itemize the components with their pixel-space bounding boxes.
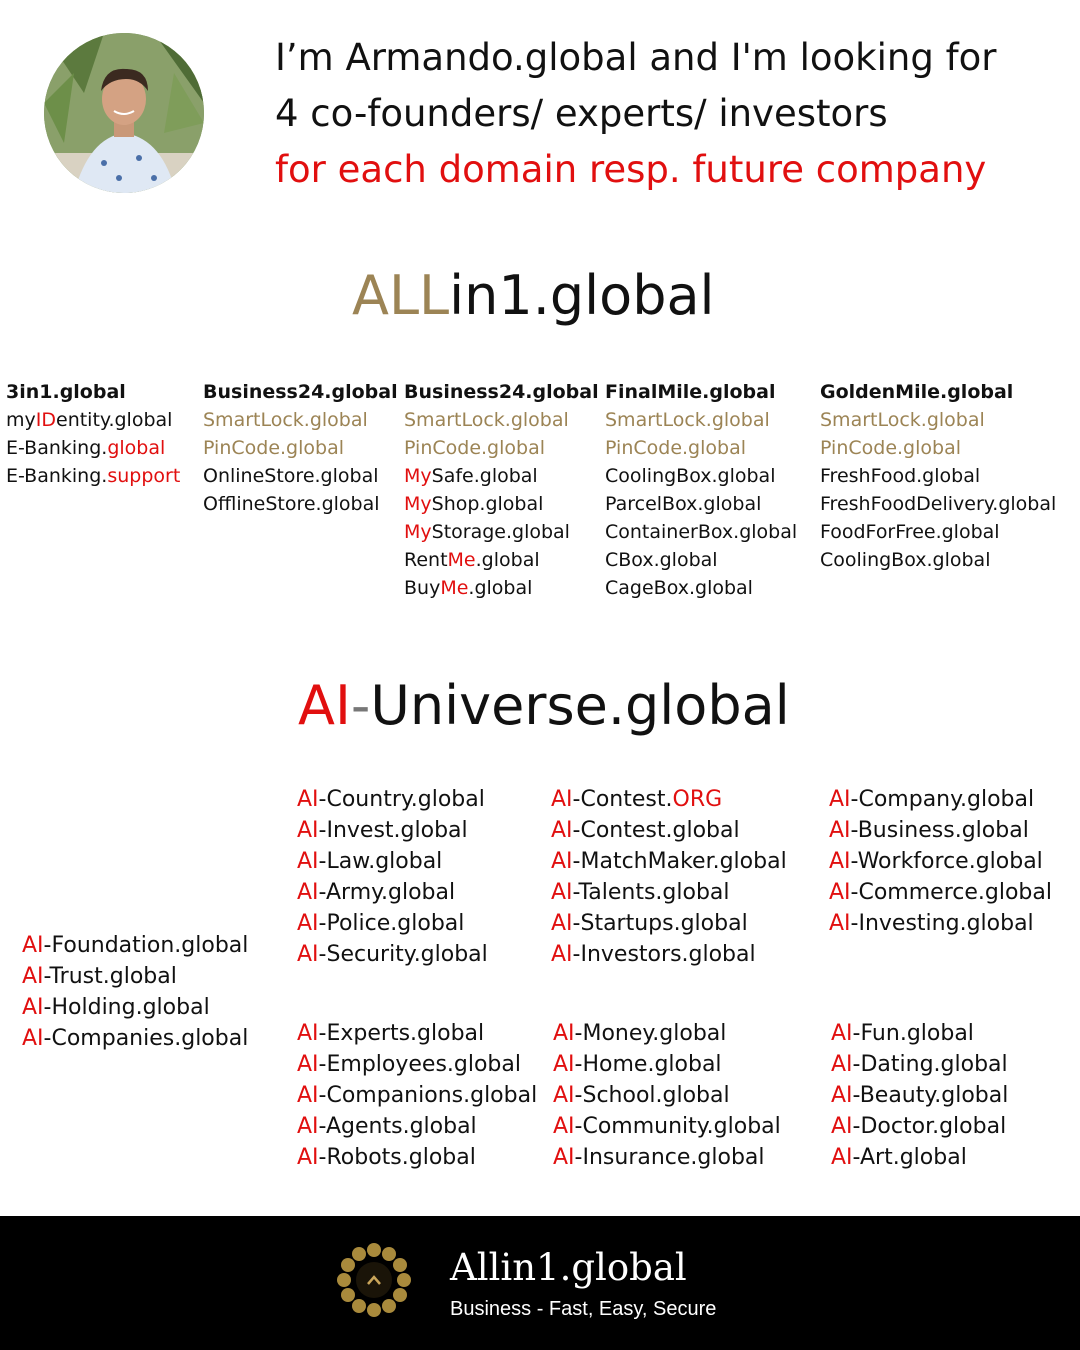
domain-item-part: CageBox.global (605, 577, 753, 599)
column-heading: GoldenMile.global (820, 381, 1014, 403)
ai-prefix: AI (553, 1114, 575, 1139)
ai-domain-name: -Contest.global (572, 818, 740, 843)
ai-domain-name: -Law.global (318, 849, 443, 874)
ai-domain-name: -Investing.global (850, 911, 1034, 936)
ai-domain-name: -Commerce.global (850, 880, 1052, 905)
ai-domain-item (551, 815, 787, 846)
ai-domain-name: -Insurance.global (574, 1145, 765, 1170)
domain-item-part: PinCode.global (404, 437, 545, 459)
ai-domain-name: -School.global (574, 1083, 730, 1108)
ai-prefix: AI (22, 1026, 44, 1051)
ai-domain-item (22, 961, 248, 992)
ai-domain-name: -Foundation.global (43, 933, 249, 958)
domain-item (820, 406, 1056, 434)
ai-domain-item (551, 939, 787, 970)
ai-prefix: AI (829, 911, 851, 936)
ai-domain-name: -Home.global (574, 1052, 722, 1077)
intro-line-3: for each domain resp. future company (275, 148, 987, 191)
footer-brand-name: Allin1.global (450, 1246, 687, 1289)
ai-domain-item (553, 1142, 781, 1173)
domain-item (404, 434, 599, 462)
domain-item-part: PinCode.global (605, 437, 746, 459)
ai-prefix: AI (551, 942, 573, 967)
ai-domain-item (297, 877, 488, 908)
ai-universe-title-rest: Universe.global (370, 674, 790, 737)
allin1-title-prefix: ALL (352, 264, 450, 327)
domain-item (820, 490, 1056, 518)
domain-item (404, 462, 599, 490)
ai-domain-item (831, 1018, 1008, 1049)
ai-domain-item (831, 1142, 1008, 1173)
domain-item-part: My (404, 465, 432, 487)
ai-domain-name: -Contest. (572, 787, 673, 812)
ai-list (829, 784, 1052, 939)
ai-domain-item (553, 1049, 781, 1080)
ai-prefix: AI (831, 1083, 853, 1108)
ai-domain-item (551, 846, 787, 877)
domain-column (203, 378, 398, 518)
domain-item-part: PinCode.global (203, 437, 344, 459)
domain-item-part: SmartLock.global (203, 409, 368, 431)
ai-domain-item (297, 784, 488, 815)
domain-item-part: Me (440, 577, 469, 599)
domain-item (820, 462, 1056, 490)
domain-item (203, 406, 398, 434)
ai-domain-item (551, 877, 787, 908)
ai-prefix: AI (831, 1145, 853, 1170)
ai-domain-name: -Police.global (318, 911, 465, 936)
ai-domain-name: -Agents.global (318, 1114, 477, 1139)
domain-item-part: .global (468, 577, 533, 599)
domain-item-part: CBox.global (605, 549, 718, 571)
ai-prefix: AI (297, 942, 319, 967)
domain-item-part: SmartLock.global (820, 409, 985, 431)
domain-item (404, 546, 599, 574)
domain-item-part: ID (35, 409, 56, 431)
ai-prefix: AI (297, 1021, 319, 1046)
ai-domain-name: -Dating.global (852, 1052, 1008, 1077)
domain-item-part: CoolingBox.global (820, 549, 991, 571)
domain-item-part: E-Banking. (6, 465, 108, 487)
ai-prefix: AI (297, 1145, 319, 1170)
domain-item-part: Buy (404, 577, 441, 599)
domain-item (820, 434, 1056, 462)
ai-domain-name: -Invest.global (318, 818, 468, 843)
profile-photo (44, 33, 204, 193)
domain-item (605, 518, 797, 546)
domain-item-part: PinCode.global (820, 437, 961, 459)
domain-item-part: ContainerBox.global (605, 521, 798, 543)
ai-universe-title (298, 674, 790, 737)
ai-prefix: AI (553, 1083, 575, 1108)
domain-item-part: FoodForFree.global (820, 521, 1000, 543)
column-heading: 3in1.global (6, 381, 126, 403)
ai-domain-item (551, 784, 787, 815)
ai-prefix: AI (829, 849, 851, 874)
ai-domain-item (829, 908, 1052, 939)
ai-prefix: AI (22, 933, 44, 958)
ai-prefix: AI (553, 1052, 575, 1077)
ai-domain-name: -Companions.global (318, 1083, 538, 1108)
ai-list (297, 784, 488, 970)
ai-domain-name: -Money.global (574, 1021, 727, 1046)
ai-list (22, 930, 248, 1054)
domain-item (203, 490, 398, 518)
domain-item-part: OfflineStore.global (203, 493, 380, 515)
ai-list (553, 1018, 781, 1173)
ai-domain-item (551, 908, 787, 939)
ai-domain-name: -Companies.global (43, 1026, 249, 1051)
domain-column (6, 378, 180, 490)
domain-item (6, 462, 180, 490)
domain-item (404, 406, 599, 434)
domain-item-part: Storage.global (431, 521, 570, 543)
domain-item-part: OnlineStore.global (203, 465, 379, 487)
ai-domain-item (553, 1080, 781, 1111)
ai-universe-title-ai: AI (298, 674, 351, 737)
domain-item (820, 546, 1056, 574)
ai-prefix: AI (297, 1083, 319, 1108)
ai-domain-name: -Community.global (574, 1114, 781, 1139)
domain-item (203, 434, 398, 462)
domain-item (605, 462, 797, 490)
domain-item-part: global (107, 437, 166, 459)
domain-item (605, 434, 797, 462)
ai-domain-item (297, 1049, 537, 1080)
ai-prefix: AI (297, 911, 319, 936)
ai-universe-title-dash: - (350, 674, 371, 737)
ai-domain-item (829, 815, 1052, 846)
ai-domain-name: -Robots.global (318, 1145, 476, 1170)
ai-prefix: AI (297, 818, 319, 843)
ai-domain-name: -MatchMaker.global (572, 849, 787, 874)
ai-domain-item (831, 1049, 1008, 1080)
ai-prefix: AI (297, 849, 319, 874)
ai-domain-name: -Beauty.global (852, 1083, 1009, 1108)
domain-item-part: Shop.global (431, 493, 544, 515)
ai-domain-name: -Startups.global (572, 911, 748, 936)
ai-domain-name: -Employees.global (318, 1052, 521, 1077)
ai-prefix: AI (297, 880, 319, 905)
domain-item-part: My (404, 493, 432, 515)
domain-column (605, 378, 797, 602)
ai-domain-item (22, 992, 248, 1023)
domain-item-part: CoolingBox.global (605, 465, 776, 487)
ai-list (551, 784, 787, 970)
ai-domain-name: -Experts.global (318, 1021, 485, 1046)
ai-domain-item (829, 846, 1052, 877)
ai-domain-item (297, 1080, 537, 1111)
ai-prefix: AI (551, 818, 573, 843)
ai-prefix: AI (551, 849, 573, 874)
ai-domain-name: -Workforce.global (850, 849, 1043, 874)
ai-prefix: AI (829, 818, 851, 843)
domain-column (820, 378, 1056, 574)
domain-item-part: SmartLock.global (404, 409, 569, 431)
domain-item (605, 490, 797, 518)
ai-domain-name: -Doctor.global (852, 1114, 1007, 1139)
ai-prefix: AI (297, 1052, 319, 1077)
column-heading: FinalMile.global (605, 381, 776, 403)
footer (0, 1216, 1080, 1350)
domain-item-part: Me (447, 549, 476, 571)
ai-domain-name: -Trust.global (43, 964, 177, 989)
ai-list (297, 1018, 537, 1173)
domain-item-part: FreshFoodDelivery.global (820, 493, 1057, 515)
ai-prefix: AI (831, 1114, 853, 1139)
domain-item-part: SmartLock.global (605, 409, 770, 431)
ai-prefix: AI (297, 787, 319, 812)
ai-domain-item (22, 1023, 248, 1054)
domain-item-part: ParcelBox.global (605, 493, 762, 515)
ai-domain-name: -Holding.global (43, 995, 210, 1020)
ai-domain-name: -Army.global (318, 880, 456, 905)
ai-domain-item (297, 939, 488, 970)
ai-prefix: AI (829, 880, 851, 905)
ai-prefix: AI (831, 1052, 853, 1077)
domain-item (605, 546, 797, 574)
ai-domain-item (297, 1142, 537, 1173)
allin1-title (352, 264, 715, 327)
intro-line-1: I’m Armando.global and I'm looking for (275, 36, 997, 79)
domain-item-part: FreshFood.global (820, 465, 981, 487)
domain-item (605, 574, 797, 602)
domain-item-part: Rent (404, 549, 448, 571)
ai-prefix: AI (297, 1114, 319, 1139)
ai-prefix: AI (551, 911, 573, 936)
ai-domain-item (831, 1080, 1008, 1111)
domain-item (605, 406, 797, 434)
ai-prefix: AI (551, 880, 573, 905)
column-heading: Business24.global (404, 381, 599, 403)
domain-item-part: Safe.global (431, 465, 538, 487)
domain-item (203, 462, 398, 490)
ai-domain-item (297, 1018, 537, 1049)
ai-domain-item (831, 1111, 1008, 1142)
allin1-logo-icon (336, 1242, 412, 1318)
domain-item-part: My (404, 521, 432, 543)
domain-item-part: .global (475, 549, 540, 571)
ai-domain-item (553, 1018, 781, 1049)
domain-item-part: my (6, 409, 36, 431)
ai-domain-name: -Talents.global (572, 880, 730, 905)
ai-domain-tld: ORG (672, 787, 723, 812)
domain-item (404, 518, 599, 546)
ai-domain-name: -Security.global (318, 942, 488, 967)
ai-prefix: AI (553, 1021, 575, 1046)
ai-domain-item (297, 1111, 537, 1142)
ai-domain-item (297, 846, 488, 877)
domain-column (404, 378, 599, 602)
domain-item-part: support (107, 465, 181, 487)
domain-item (404, 574, 599, 602)
ai-domain-item (829, 784, 1052, 815)
ai-domain-item (297, 815, 488, 846)
ai-domain-name: -Country.global (318, 787, 485, 812)
ai-domain-name: -Business.global (850, 818, 1029, 843)
ai-domain-name: -Investors.global (572, 942, 756, 967)
ai-domain-item (22, 930, 248, 961)
ai-prefix: AI (551, 787, 573, 812)
ai-prefix: AI (831, 1021, 853, 1046)
column-heading: Business24.global (203, 381, 398, 403)
allin1-title-rest: in1.global (449, 264, 715, 327)
ai-prefix: AI (22, 995, 44, 1020)
intro-line-2: 4 co-founders/ experts/ investors (275, 92, 888, 135)
ai-list (831, 1018, 1008, 1173)
ai-domain-item (829, 877, 1052, 908)
ai-domain-name: -Company.global (850, 787, 1035, 812)
domain-item (820, 518, 1056, 546)
domain-item-part: E-Banking. (6, 437, 108, 459)
domain-item-part: entity.global (56, 409, 173, 431)
ai-prefix: AI (829, 787, 851, 812)
footer-tagline: Business - Fast, Easy, Secure (450, 1298, 717, 1320)
domain-item (6, 434, 180, 462)
domain-item (6, 406, 180, 434)
ai-domain-name: -Fun.global (852, 1021, 974, 1046)
domain-item (404, 490, 599, 518)
ai-domain-item (553, 1111, 781, 1142)
ai-domain-item (297, 908, 488, 939)
ai-prefix: AI (553, 1145, 575, 1170)
ai-prefix: AI (22, 964, 44, 989)
ai-domain-name: -Art.global (852, 1145, 967, 1170)
